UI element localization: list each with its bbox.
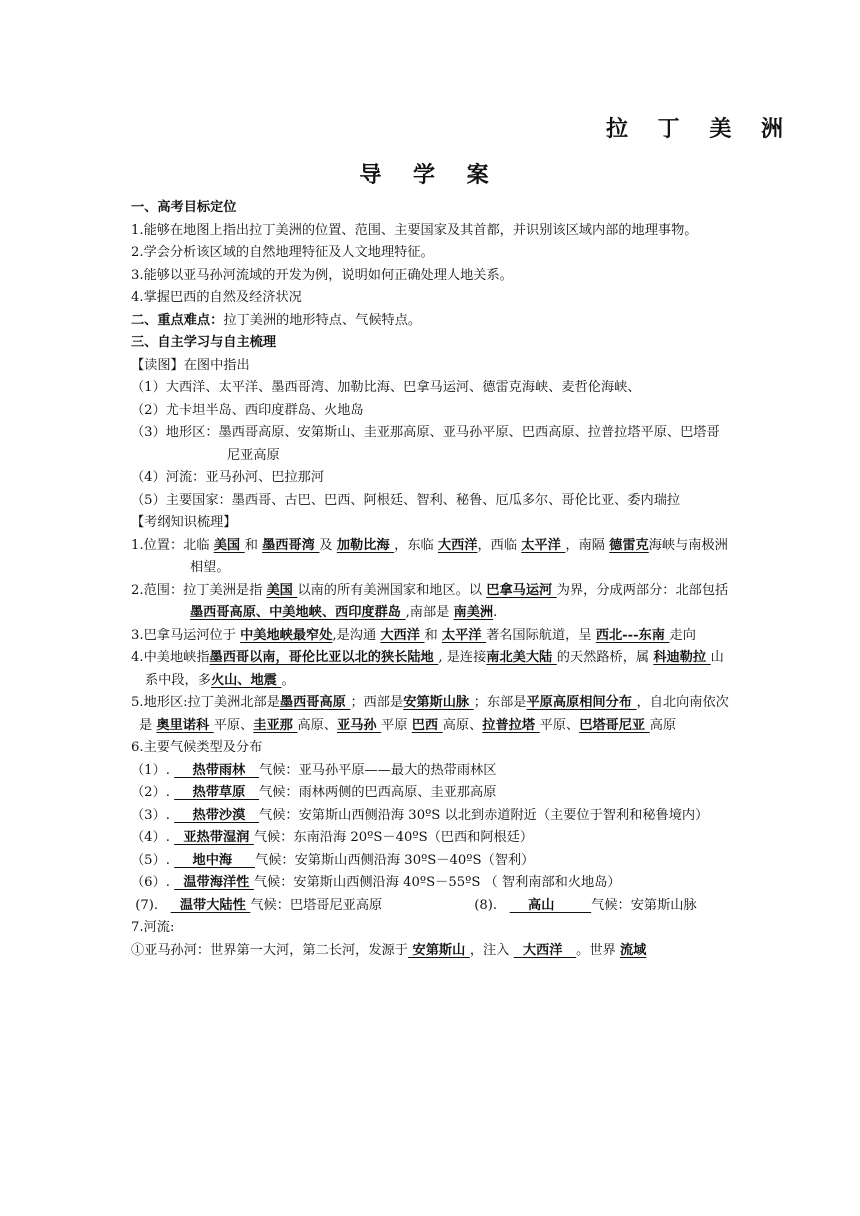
objective-item: 1.能够在地图上指出拉丁美洲的位置、范围、主要国家及其首都，并识别该区域内部的地理事物。 [131,222,698,238]
read-map-item: （3）地形区：墨西哥高原、安第斯山、圭亚那高原、亚马孙平原、巴西高原、拉普拉塔平原、巴塔哥尼亚高原 [131,425,720,463]
section-heading: 二、重点难点： [131,312,224,328]
read-map-item: （2）尤卡坦半岛、西印度群岛、火地岛 [131,402,364,418]
section-heading: 三、自主学习与自主梳理 [131,335,277,350]
section-heading: 一、高考目标定位 [131,200,237,215]
key-points [131,310,731,333]
climate-row: （3）. 热带沙漠 气候：安第斯山西侧沿海 30ºS 以北到赤道附近（主要位于智利和秘鲁境内） [131,807,709,823]
knowledge-item-terrain: 5.地形区:拉丁美洲北部是墨西哥高原 ；西部是安第斯山脉 ；东部是平原高原相间分布 ，自北向南依次是 奥里诺科 平原、圭亚那 高原、亚马孙 平原 巴西 高原、拉普拉塔 平原、巴塔哥尼亚 高原 [131,695,729,733]
knowledge-item-isthmus: 4.中美地峡指墨西哥以南，哥伦比亚以北的狭长陆地 , 是连接南北美大陆 的天然路桥，属 科迪勒拉 山系中段，多火山、地震 。 [131,650,724,688]
outline-label: 【考纲知识梳理】 [131,515,237,530]
page-title: 拉 丁 美 洲 [606,117,794,142]
knowledge-item-location: 1.位置：北临 美国 和 墨西哥湾 及 加勒比海 ，东临 大西洋，西临 太平洋 ，南隔 德雷克海峡与南极洲相望。 [131,537,728,575]
read-map-label: 【读图】在图中指出 [131,357,250,373]
read-map-item: （5）主要国家：墨西哥、古巴、巴西、阿根廷、智利、秘鲁、厄瓜多尔、哥伦比亚、委内瑞拉 [131,492,681,508]
knowledge-item-range: 2.范围：拉丁美洲是指 美国 以南的所有美洲国家和地区。以 巴拿马运河 为界，分成两部分：北部包括 墨西哥高原、中美地峡、西印度群岛 ,南部是 南美洲. [131,582,729,620]
objective-item: 3.能够以亚马孙河流域的开发为例，说明如何正确处理人地关系。 [131,267,513,283]
river-amazon: ①亚马孙河：世界第一大河，第二长河，发源于 安第斯山 ，注入 大西洋 。世界 流域 [131,942,647,958]
climate-row: （5）. 地中海 气候：安第斯山西侧沿海 30ºS－40ºS（智利） [131,852,535,868]
document-body [131,197,731,962]
knowledge-item-canal: 3.巴拿马运河位于 中美地峡最窄处,是沟通 大西洋 和 太平洋 著名国际航道，呈 西北---东南 走向 [131,627,696,643]
rivers-heading: 7.河流: [131,920,175,935]
objective-item: 2.学会分析该区域的自然地理特征及人文地理特征。 [131,245,434,260]
climate-row: （4）. 亚热带湿润 气候：东南沿海 20ºS－40ºS（巴西和阿根廷） [131,830,534,845]
climate-row: （1）. 热带雨林 气候：亚马孙平原——最大的热带雨林区 [131,762,497,778]
key-points-text: 拉丁美洲的地形特点、气候特点。 [223,312,422,328]
climate-heading: 6.主要气候类型及分布 [131,740,263,755]
climate-row: （2）. 热带草原 气候：雨林两侧的巴西高原、圭亚那高原 [131,785,497,800]
read-map-item: （1）大西洋、太平洋、墨西哥湾、加勒比海、巴拿马运河、德雷克海峡、麦哲伦海峡、 [131,380,641,395]
read-map-item: （4）河流：亚马孙河、巴拉那河 [131,470,325,485]
climate-row: （6）. 温带海洋性 气候：安第斯山西侧沿海 40ºS－55ºS （ 智利南部和火地岛） [131,875,621,890]
page-subtitle: 导 学 案 [359,163,501,188]
objective-item: 4.掌握巴西的自然及经济状况 [131,290,302,305]
climate-row-pair: (7). 温带大陆性 气候：巴塔哥尼亚高原 (8). 高山 气候：安第斯山脉 [131,897,697,913]
